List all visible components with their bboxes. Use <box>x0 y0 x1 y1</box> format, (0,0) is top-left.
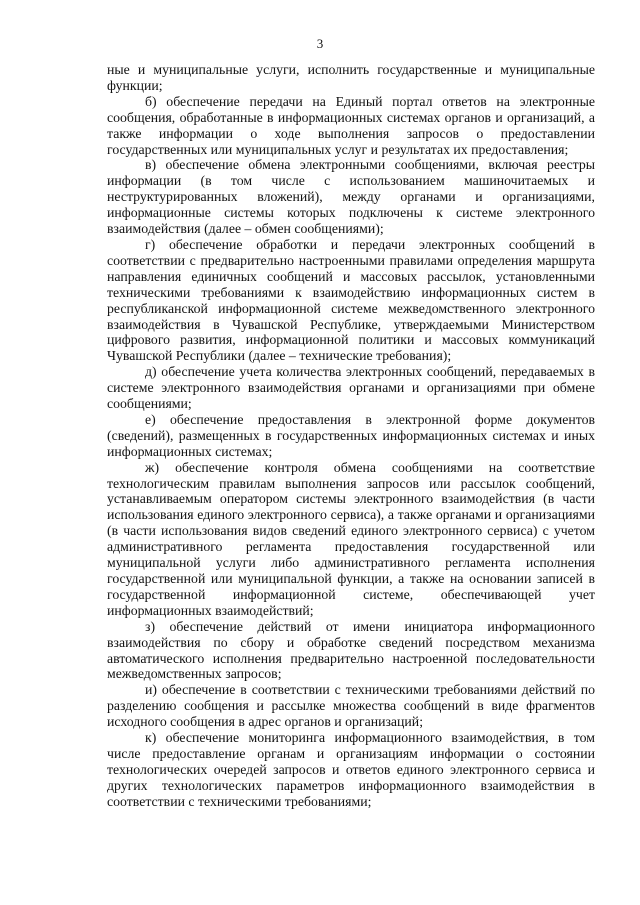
paragraph-item-d: д) обеспечение учета количества электронных сообщений, передаваемых в системе электронного взаимодействия органами и организациями при обмене сообщениями; <box>107 364 595 412</box>
paragraph-item-e: е) обеспечение предоставления в электронной форме документов (сведений), размещенных в государственных информационных системах и иных информационных системах; <box>107 411 595 459</box>
paragraph-item-zh: ж) обеспечение контроля обмена сообщениями на соответствие технологическим правилам выполнения запросов или рассылок сообщений, устанавливаемым оператором системы электронного взаимодействия (в части использования единого электронного сервиса), а также органами и организациями (в части использования видов сведений единого электронного сервиса) с учетом административного регламента предоставления государственной или муниципальной услуги либо административного регламента исполнения государственной или муниципальной функции, а также на основании записей в государственной информационной системе, обеспечивающей учет информационных взаимодействий; <box>107 459 595 618</box>
page-number: 3 <box>316 36 324 51</box>
paragraph-item-b: б) обеспечение передачи на Единый портал ответов на электронные сообщения, обработанные в информационных системах органов и организаций, а также информации о ходе выполнения запросов о предоставлении государственных или муниципальных услуг и результатах их предоставления; <box>107 93 595 157</box>
document-body <box>107 62 595 810</box>
paragraph-item-v: в) обеспечение обмена электронными сообщениями, включая реестры информации (в том числе с использованием машиночитаемых и неструктурированных вложений), между органами и организациями, информационные системы которых подключены к системе электронного взаимодействия (далее – обмен сообщениями); <box>107 157 595 237</box>
paragraph-item-k: к) обеспечение мониторинга информационного взаимодействия, в том числе предоставление органам и организациям информации о состоянии технологических очередей запросов и ответов единого электронного сервиса и других технологических параметров информационного взаимодействия в соответствии с техническими требованиями; <box>107 730 595 809</box>
paragraph-continuation: ные и муниципальные услуги, исполнить государственные и муниципальные функции; <box>107 62 595 93</box>
paragraph-item-z: з) обеспечение действий от имени инициатора информационного взаимодействия по сбору и обработке сведений посредством механизма автоматического исполнения предварительно настроенной последовательности межведомственных запросов; <box>107 618 595 682</box>
paragraph-item-g: г) обеспечение обработки и передачи электронных сообщений в соответствии с предварительно настроенными правилами определения маршрута направления единичных сообщений и массовых рассылок, установленными техническими требованиями к взаимодействию информационных систем в республиканской информационной системе межведомственного электронного взаимодействия в Чувашской Республике, утверждаемыми Министерством цифрового развития, информационной политики и массовых коммуникаций Чувашской Республики (далее – технические требования); <box>107 236 595 364</box>
paragraph-item-i: и) обеспечение в соответствии с техническими требованиями действий по разделению сообщения и рассылке множества сообщений в виде фрагментов исходного сообщения в адрес органов и организаций; <box>107 682 595 730</box>
